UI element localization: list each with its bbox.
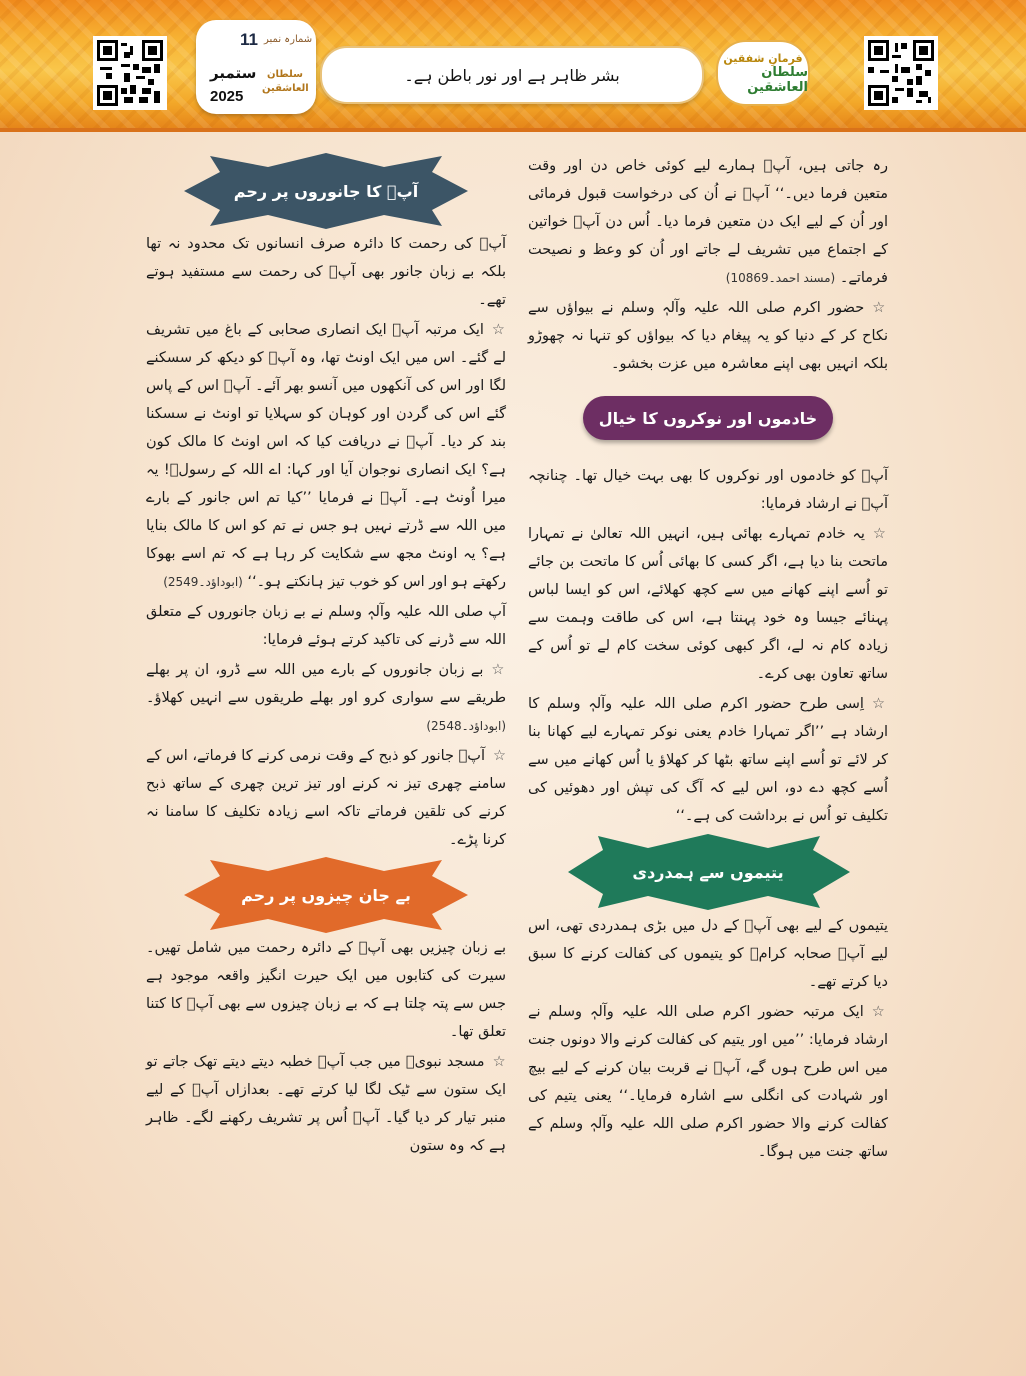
page-header <box>0 0 1026 132</box>
star-bullet-icon: ☆ <box>492 1054 507 1070</box>
heading-orphans <box>558 832 858 912</box>
fear-hadith-text: بے زبان جانوروں کے بارے میں اللہ سے ڈرو، ان پر بھلے طریقے سے سواری کرو اور بھلے طریقوں سے انہیں کھلاؤ۔ <box>146 662 506 706</box>
pillar-paragraph <box>146 1048 506 1160</box>
star-bullet-icon: ☆ <box>491 662 506 678</box>
orphans-hadith-text: ایک مرتبہ حضور اکرم صلی اللہ علیہ وآلہٖ وسلم نے ارشاد فرمایا: ’’میں اور یتیم کی کفالت کرنے والا دونوں جنت میں اس طرح ہوں گے، آپؐ نے قربت بیان کرنے کے لیے بیچ اور شہادت کی انگلی سے اشارہ فرمایا۔‘‘ یعنی یتیم کی کفالت کرنے والا حضور اکرم صلی اللہ علیہ وآلہٖ وسلم کے ساتھ جنت میں ہوگا۔ <box>528 1004 888 1160</box>
heading-animals-text: آپؐ کا جانوروں پر رحم <box>233 182 419 201</box>
qr-code-icon <box>97 40 163 106</box>
orphans-hadith <box>528 998 888 1166</box>
heading-orphans-text: یتیموں سے ہمدردی <box>632 863 784 882</box>
brand-logo-top: فرمانِ شفقین <box>723 51 803 65</box>
qr-code-right[interactable] <box>864 36 938 110</box>
orphans-intro: یتیموں کے لیے بھی آپؐ کے دل میں بڑی ہمدردی تھی، اس لیے آپؐ صحابہ کرامؓ کو یتیموں کی کفالت کرنے کا سبق دیا کرتے تھے۔ <box>528 918 888 990</box>
header-quote: بشر ظاہر ہے اور نور باطن ہے۔ <box>320 46 704 104</box>
heading-objects <box>176 856 476 934</box>
brand-logo <box>716 40 810 106</box>
slaughter-paragraph <box>146 742 506 854</box>
qr-code-left[interactable] <box>93 36 167 110</box>
heading-objects-text: بے جان چیزوں پر رحم <box>241 886 411 905</box>
star-bullet-icon: ☆ <box>872 526 888 542</box>
intro-paragraph <box>528 152 888 292</box>
star-bullet-icon: ☆ <box>871 1004 889 1020</box>
issue-label: شمارہ نمبر <box>264 34 313 45</box>
servants-hadith-1-text: یہ خادم تمہارے بھائی ہیں، انہیں اللہ تعالیٰ نے تمہارا ماتحت بنا دیا ہے، اگر کسی کا بھائی اُس کا ماتحت بن جائے تو اُسے اپنے کھانے میں سے کچھ کھلائے، اس کو ایسا لباس پہنائے جیسا وہ خود پہنتا ہے، اس کی طاقت وہمت سے زیادہ کام نہ لے، اگر کبھی کوئی سخت کام لے تو اُس کے ساتھ تعاون بھی کرے۔ <box>528 526 888 682</box>
servants-intro: آپؐ کو خادموں اور نوکروں کا بھی بہت خیال تھا۔ چنانچہ آپؐ نے ارشاد فرمایا: <box>528 468 888 512</box>
right-column <box>528 152 888 1168</box>
issue-year: 2025 <box>210 88 244 105</box>
intro-text: رہ جاتی ہیں، آپؐ ہمارے لیے کوئی خاص دن اور وقت متعین فرما دیں۔‘‘ آپؐ نے اُن کی درخواست قبول فرمائی اور اُن کے لیے ایک دن متعین فرما دیا۔ اُس دن آپؐ خواتین کے اجتماع میں تشریف لے جاتے اور اُن کو وعظ و نصیحت فرماتے۔ <box>528 158 888 286</box>
left-column <box>146 152 506 1162</box>
slaughter-text: آپؐ جانور کو ذبح کے وقت نرمی کرنے کا فرماتے، اس کے سامنے چھری تیز نہ کرنے اور تیز ترین چھری کے ساتھ ذبح کرنے کی تلقین فرماتے تاکہ اسے زیادہ تکلیف کا سامنا نہ کرنا پڑے۔ <box>146 748 506 848</box>
heading-servants: خادموں اور نوکروں کا خیال <box>583 396 833 440</box>
brand-logo-bottom: سلطان العاشقین <box>747 64 808 95</box>
fear-reference: (ابوداؤد۔2548) <box>426 719 506 733</box>
camel-reference: (ابوداؤد۔2549) <box>163 575 243 589</box>
star-bullet-icon: ☆ <box>492 748 506 764</box>
widows-paragraph <box>528 294 888 378</box>
widows-text: حضور اکرم صلی اللہ علیہ وآلہٖ وسلم نے بیواؤں سے نکاح کر کے دنیا کو یہ پیغام دیا کہ بیواؤں کو تنہا نہ چھوڑو بلکہ انہیں بھی اپنے معاشرہ میں عزت بخشو۔ <box>528 300 888 372</box>
star-bullet-icon: ☆ <box>872 300 889 316</box>
heading-animals <box>176 152 476 230</box>
star-bullet-icon: ☆ <box>871 696 888 712</box>
camel-story-text: ایک مرتبہ آپؐ ایک انصاری صحابی کے باغ میں تشریف لے گئے۔ اس میں ایک اونٹ تھا، وہ آپؐ کو دیکھ کر سسکنے لگا اور اس کی آنکھوں میں آنسو بھر آئے۔ آپؐ اس کے پاس گئے اس کی گردن اور کوہان کو سہلایا تو اونٹ نے سسکنا بند کر دیا۔ آپؐ نے دریافت کیا کہ اس اونٹ کا مالک کون ہے؟ ایک انصاری نوجوان آیا اور کہا: اے اللہ کے رسولؐ! یہ میرا اُونٹ ہے۔ آپؐ نے فرمایا ’’کیا تم اس جانور کے بارے میں اللہ سے ڈرتے نہیں ہو جس نے تم کو اس کا مالک بنایا ہے؟ یہ اونٹ مجھ سے شکایت کر رہا ہے کہ تم اسے بھوکا رکھتے ہو اور اس کو خوب تیز ہانکتے ہو۔‘‘ <box>146 322 506 590</box>
objects-intro: بے زبان چیزیں بھی آپؐ کے دائرہ رحمت میں شامل تھیں۔ سیرت کی کتابوں میں ایک حیرت انگیز واقعہ موجود ہے جس سے پتہ چلتا ہے کہ بے زبان چیزوں سے بھی آپؐ کا کتنا تعلق تھا۔ <box>146 940 506 1040</box>
issue-logo: سلطان العاشقین <box>262 69 309 94</box>
intro-reference: (مسند احمد۔10869) <box>725 271 836 285</box>
servants-hadith-1 <box>528 520 888 688</box>
fear-intro: آپ صلی اللہ علیہ وآلہٖ وسلم نے بے زبان جانوروں کے متعلق اللہ سے ڈرنے کی تاکید کرتے ہوئے فرمایا: <box>146 604 506 648</box>
qr-code-icon <box>868 40 934 106</box>
star-bullet-icon: ☆ <box>491 322 506 338</box>
camel-story <box>146 316 506 596</box>
issue-month: ستمبر <box>210 64 257 82</box>
servants-hadith-2 <box>528 690 888 830</box>
pillar-text: مسجد نبویؐ میں جب آپؐ خطبہ دیتے دیتے تھک جاتے تو ایک ستون سے ٹیک لگا لیا کرتے تھے۔ بعدازاں آپؐ کے لیے منبر تیار کر دیا گیا۔ آپؐ اُس پر تشریف رکھنے لگے۔ ظاہر ہے کہ وہ ستون <box>146 1054 506 1154</box>
issue-badge <box>196 20 316 114</box>
animals-intro: آپؐ کی رحمت کا دائرہ صرف انسانوں تک محدود نہ تھا بلکہ بے زبان جانور بھی آپؐ کی رحمت سے مستفید ہوتے تھے۔ <box>146 236 506 308</box>
issue-number: 11 <box>240 30 258 49</box>
servants-hadith-2-text: اِسی طرح حضور اکرم صلی اللہ علیہ وآلہٖ وسلم کا ارشاد ہے ’’اگر تمہارا خادم یعنی نوکر تمہارے لیے کھانا بنا کر لائے تو اُسے اپنے ساتھ بٹھا کر کھلاؤ یا اُس کھانے میں سے اُسے کچھ دے دو، اس لیے کہ آگ کی تپش اور دھوئیں کی تکلیف تو اُس نے برداشت کی ہے۔‘‘ <box>528 696 888 824</box>
fear-hadith <box>146 656 506 740</box>
